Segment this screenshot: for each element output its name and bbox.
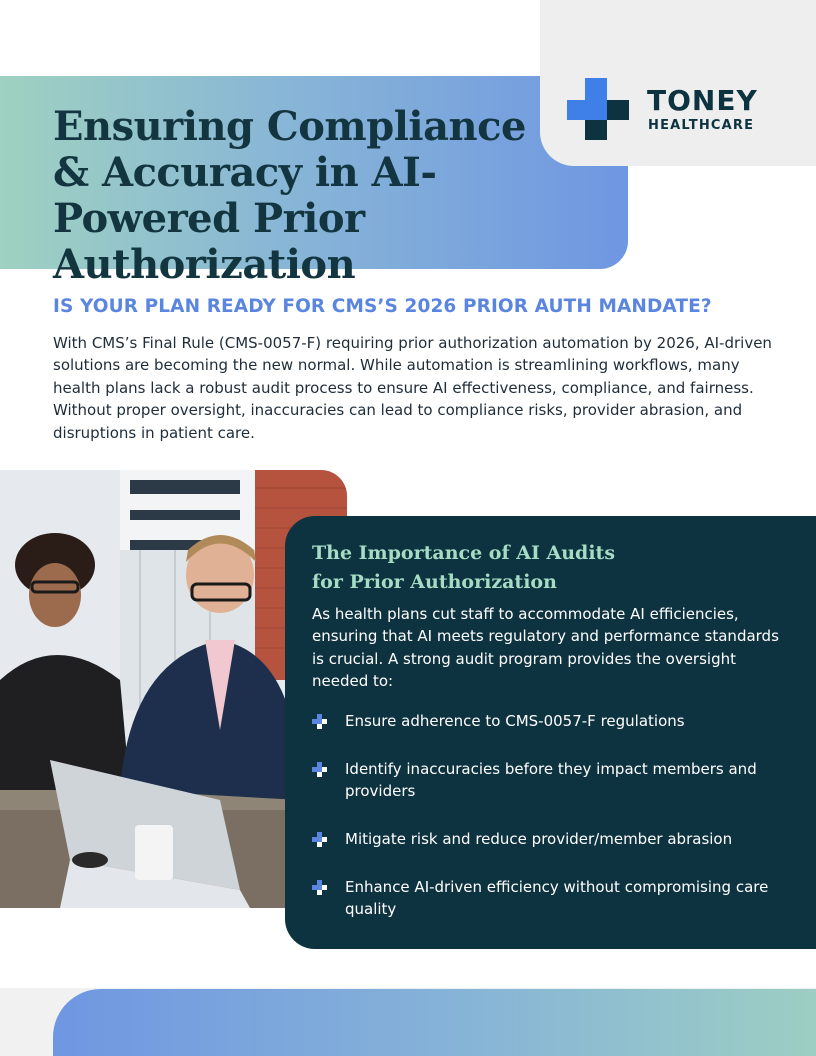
logo-subtitle: HEALTHCARE: [648, 118, 755, 133]
card-title: The Importance of AI Audits for Prior Authorization: [312, 542, 616, 593]
plus-bullet-icon: [312, 762, 327, 777]
list-item-text: Ensure adherence to CMS-0057-F regulations: [345, 712, 685, 730]
list-item-text: Mitigate risk and reduce provider/member abrasion: [345, 830, 733, 848]
plus-bullet-icon: [312, 880, 327, 895]
footer-gradient-bar: [53, 989, 816, 1056]
benefit-list: [312, 710, 792, 920]
intro-paragraph: With CMS’s Final Rule (CMS-0057-F) requiring prior authorization automation by 2026, AI-driven solutions are becoming the new normal. While automation is streamlining workflows, many health plans lack a robust audit process to ensure AI effectiveness, compliance, and fairness. Without proper oversight, inaccuracies can lead to compliance risks, provider abrasion, and disruptions in patient care.: [53, 334, 772, 442]
list-item: [312, 828, 792, 850]
list-item: [312, 758, 792, 802]
plus-bullet-icon: [312, 832, 327, 847]
section-heading: IS YOUR PLAN READY FOR CMS’S 2026 PRIOR AUTH MANDATE?: [53, 296, 712, 317]
medical-cross-logo-icon: [567, 78, 629, 140]
list-item-text: Identify inaccuracies before they impact members and providers: [345, 760, 757, 800]
page-title: Ensuring Compliance & Accuracy in AI-Powered Prior Authorization: [53, 103, 526, 288]
logo-wordmark: TONEY: [647, 84, 758, 117]
list-item: [312, 710, 792, 732]
list-item: [312, 876, 792, 920]
list-item-text: Enhance AI-driven efficiency without compromising care quality: [345, 878, 769, 918]
card-paragraph: As health plans cut staff to accommodate AI efficiencies, ensuring that AI meets regulatory and performance standards is crucial. A strong audit program provides the oversight needed to:: [312, 605, 779, 691]
plus-bullet-icon: [312, 714, 327, 729]
